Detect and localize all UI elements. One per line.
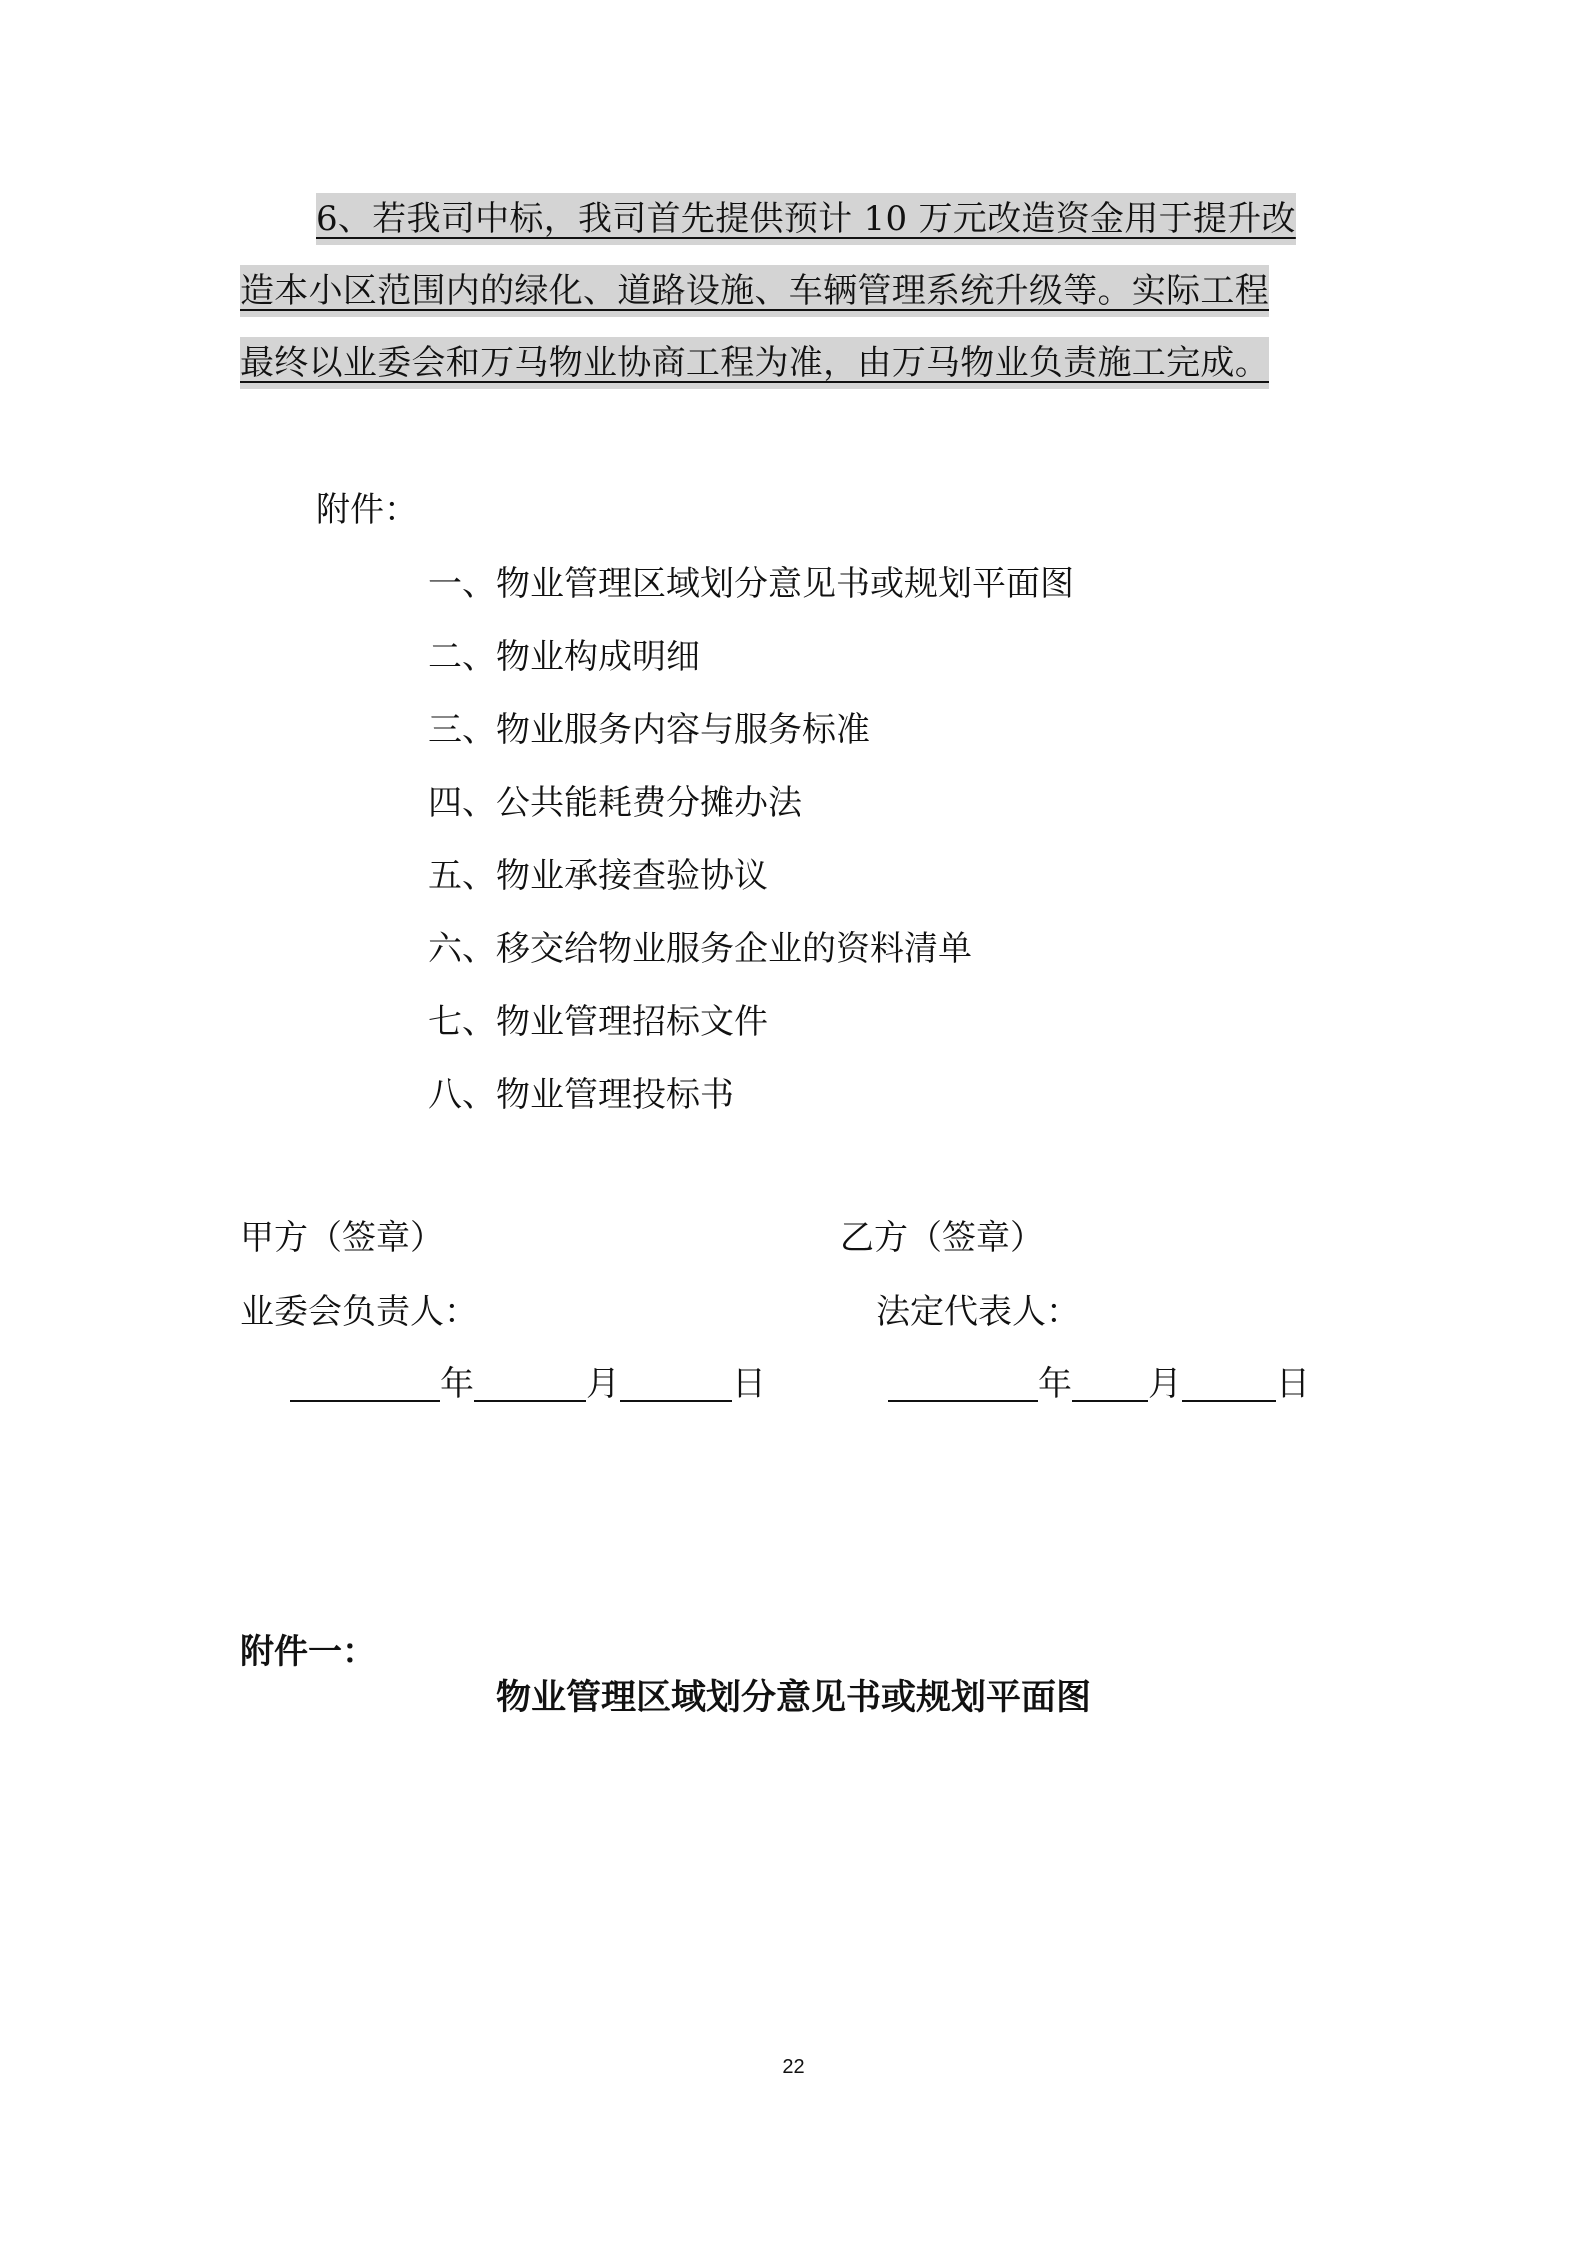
month-blank bbox=[474, 1362, 586, 1402]
year-label: 年 bbox=[1038, 1364, 1072, 1404]
party-b-date-line bbox=[888, 1360, 1310, 1408]
party-b-seal-label: 乙方（签章） bbox=[840, 1218, 1044, 1258]
day-blank bbox=[620, 1362, 732, 1402]
attachment-one-title: 物业管理区域划分意见书或规划平面图 bbox=[495, 1678, 1091, 1718]
day-label: 日 bbox=[732, 1364, 766, 1404]
highlighted-paragraph-line-1: 6、若我司中标，我司首先提供预计 10 万元改造资金用于提升改 bbox=[316, 193, 1296, 245]
party-a-representative-label: 业委会负责人： bbox=[240, 1292, 478, 1332]
highlighted-paragraph-line-3: 最终以业委会和万马物业协商工程为准，由万马物业负责施工完成。 bbox=[240, 337, 1269, 389]
party-a-date-line bbox=[290, 1360, 766, 1408]
party-a-seal-label: 甲方（签章） bbox=[240, 1218, 444, 1258]
day-label: 日 bbox=[1276, 1364, 1310, 1404]
highlighted-paragraph-line-2: 造本小区范围内的绿化、道路设施、车辆管理系统升级等。实际工程 bbox=[240, 265, 1269, 317]
attachment-item: 八、物业管理投标书 bbox=[428, 1075, 734, 1115]
page-number: 22 bbox=[782, 2056, 805, 2078]
year-blank bbox=[888, 1362, 1038, 1402]
attachment-item: 四、公共能耗费分摊办法 bbox=[428, 783, 802, 823]
attachment-item: 一、物业管理区域划分意见书或规划平面图 bbox=[428, 564, 1074, 604]
month-blank bbox=[1072, 1362, 1148, 1402]
attachments-heading: 附件： bbox=[316, 490, 418, 530]
attachment-item: 五、物业承接查验协议 bbox=[428, 856, 768, 896]
party-b-representative-label: 法定代表人： bbox=[876, 1292, 1080, 1332]
year-label: 年 bbox=[440, 1364, 474, 1404]
attachment-item: 三、物业服务内容与服务标准 bbox=[428, 710, 870, 750]
day-blank bbox=[1182, 1362, 1276, 1402]
attachment-item: 六、移交给物业服务企业的资料清单 bbox=[428, 929, 972, 969]
year-blank bbox=[290, 1362, 440, 1402]
attachment-item: 二、物业构成明细 bbox=[428, 637, 700, 677]
attachment-one-label: 附件一： bbox=[240, 1632, 376, 1672]
month-label: 月 bbox=[1148, 1364, 1182, 1404]
month-label: 月 bbox=[586, 1364, 620, 1404]
attachment-item: 七、物业管理招标文件 bbox=[428, 1002, 768, 1042]
